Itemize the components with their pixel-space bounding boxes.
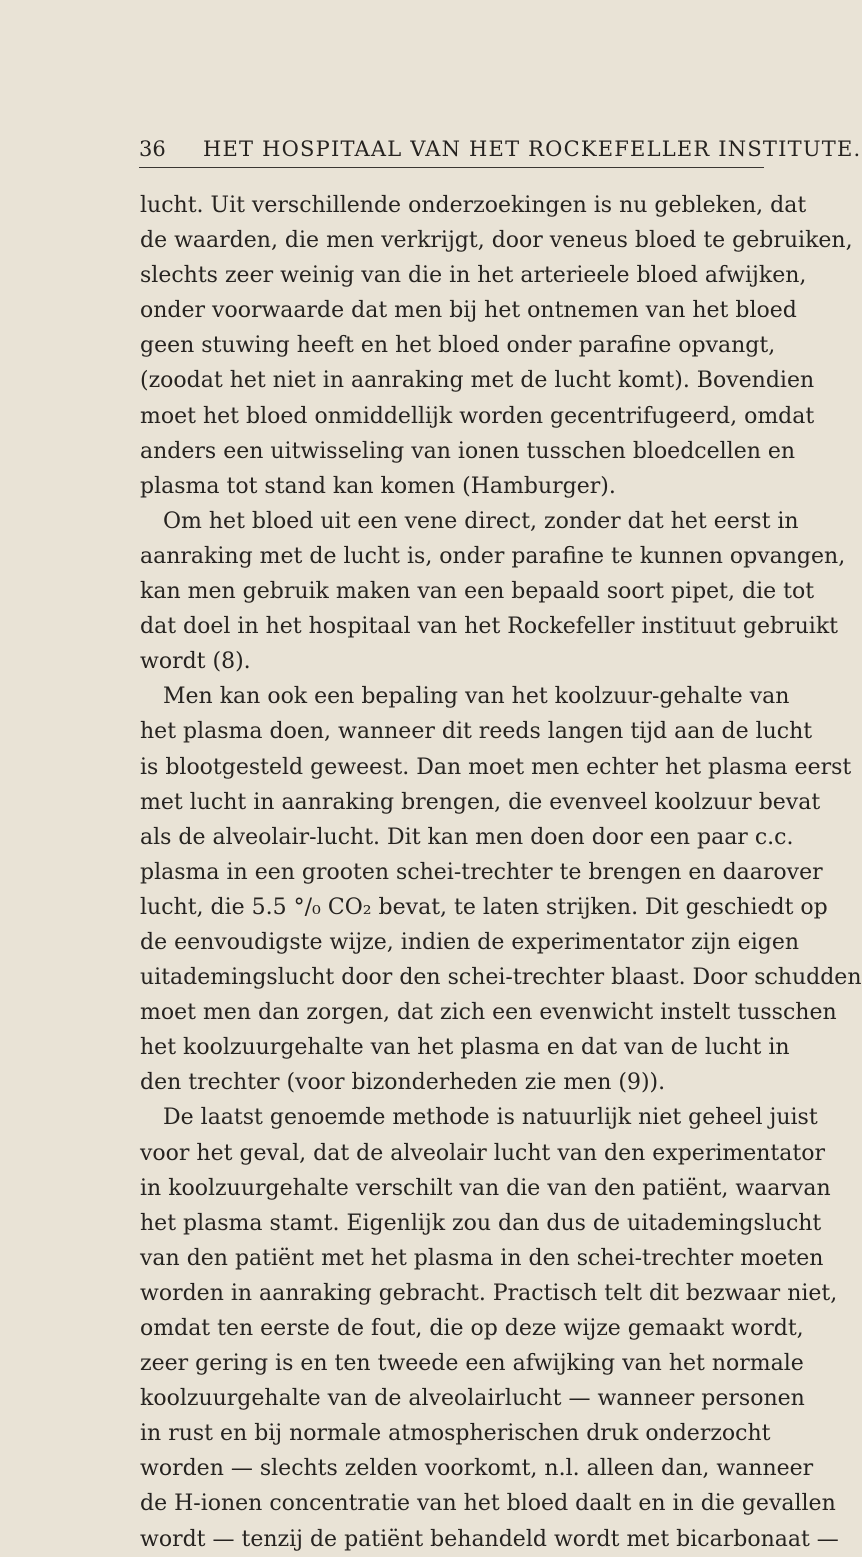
text-line: lucht. Uit verschillende onderzoekingen is nu gebleken, dat bbox=[140, 193, 807, 218]
text-line: is blootgesteld geweest. Dan moet men echter het plasma eerst bbox=[140, 754, 852, 780]
text-line: onder voorwaarde dat men bij het ontnemen van het bloed bbox=[140, 298, 797, 324]
text-line: met lucht in aanraking brengen, die evenveel koolzuur bevat bbox=[140, 789, 821, 815]
text-line: aanraking met de lucht is, onder parafine te kunnen opvangen, bbox=[140, 543, 846, 569]
page-number: 36 bbox=[139, 137, 166, 161]
paragraph-start-line: Om het bloed uit een vene direct, zonder dat het eerst in bbox=[163, 508, 799, 534]
paragraph-start-line: De laatst genoemde methode is natuurlijk niet geheel juist bbox=[163, 1105, 818, 1131]
paragraph-end-line: plasma tot stand kan komen (Hamburger). bbox=[140, 473, 616, 499]
paragraph-end-line: den trechter (voor bizonderheden zie men (9)). bbox=[140, 1070, 666, 1096]
text-line: geen stuwing heeft en het bloed onder parafine opvangt, bbox=[140, 333, 776, 359]
text-line: omdat ten eerste de fout, die op deze wijze gemaakt wordt, bbox=[140, 1316, 804, 1341]
body-text bbox=[140, 188, 862, 1557]
text-line: lucht, die 5.5 °/₀ CO₂ bevat, te laten strijken. Dit geschiedt op bbox=[140, 894, 828, 920]
paragraph-end-line: wordt (8). bbox=[140, 649, 251, 675]
text-line: in rust en bij normale atmospherischen druk onderzocht bbox=[140, 1421, 771, 1447]
text-line: als de alveolair-lucht. Dit kan men doen door een paar c.c. bbox=[140, 824, 794, 850]
text-line: worden — slechts zelden voorkomt, n.l. alleen dan, wanneer bbox=[140, 1456, 814, 1482]
text-line: plasma in een grooten schei-trechter te brengen en daarover bbox=[140, 859, 823, 885]
text-line: zeer gering is en ten tweede een afwijking van het normale bbox=[140, 1351, 804, 1377]
text-line: het plasma stamt. Eigenlijk zou dan dus de uitademingslucht bbox=[140, 1210, 822, 1236]
text-line: uitademingslucht door den schei-trechter blaast. Door schudden bbox=[140, 965, 862, 991]
text-line: het plasma doen, wanneer dit reeds langen tijd aan de lucht bbox=[140, 719, 813, 745]
text-line: slechts zeer weinig van die in het arterieele bloed afwijken, bbox=[140, 263, 807, 289]
running-title: HET HOSPITAAL VAN HET ROCKEFELLER INSTITUTE. bbox=[203, 137, 862, 161]
text-line: het koolzuurgehalte van het plasma en dat van de lucht in bbox=[140, 1035, 790, 1061]
text-line: wordt — tenzij de patiënt behandeld wordt met bicarbonaat — bbox=[140, 1526, 839, 1552]
text-line: kan men gebruik maken van een bepaald soort pipet, die tot bbox=[140, 579, 815, 605]
text-line: (zoodat het niet in aanraking met de lucht komt). Bovendien bbox=[140, 368, 815, 394]
text-line: de waarden, die men verkrijgt, door veneus bloed te gebruiken, bbox=[140, 228, 853, 254]
text-line: dat doel in het hospitaal van het Rockefeller instituut gebruikt bbox=[140, 614, 838, 640]
running-header bbox=[139, 131, 862, 168]
text-line: worden in aanraking gebracht. Practisch telt dit bezwaar niet, bbox=[140, 1280, 838, 1306]
text-line: de H-ionen concentratie van het bloed daalt en in die gevallen bbox=[140, 1491, 836, 1517]
text-line: de eenvoudigste wijze, indien de experimentator zijn eigen bbox=[140, 929, 800, 955]
text-line: in koolzuurgehalte verschilt van die van den patiënt, waarvan bbox=[140, 1175, 831, 1201]
text-line: anders een uitwisseling van ionen tusschen bloedcellen en bbox=[140, 438, 796, 464]
paragraph-start-line: Men kan ook een bepaling van het koolzuur-gehalte van bbox=[163, 684, 790, 710]
text-line: moet het bloed onmiddellijk worden gecentrifugeerd, omdat bbox=[140, 403, 815, 429]
text-line: moet men dan zorgen, dat zich een evenwicht instelt tusschen bbox=[140, 1000, 837, 1026]
text-line: van den patiënt met het plasma in den schei-trechter moeten bbox=[140, 1245, 824, 1271]
text-line: voor het geval, dat de alveolair lucht van den experimentator bbox=[140, 1140, 825, 1166]
text-line: koolzuurgehalte van de alveolairlucht — wanneer personen bbox=[140, 1386, 805, 1412]
